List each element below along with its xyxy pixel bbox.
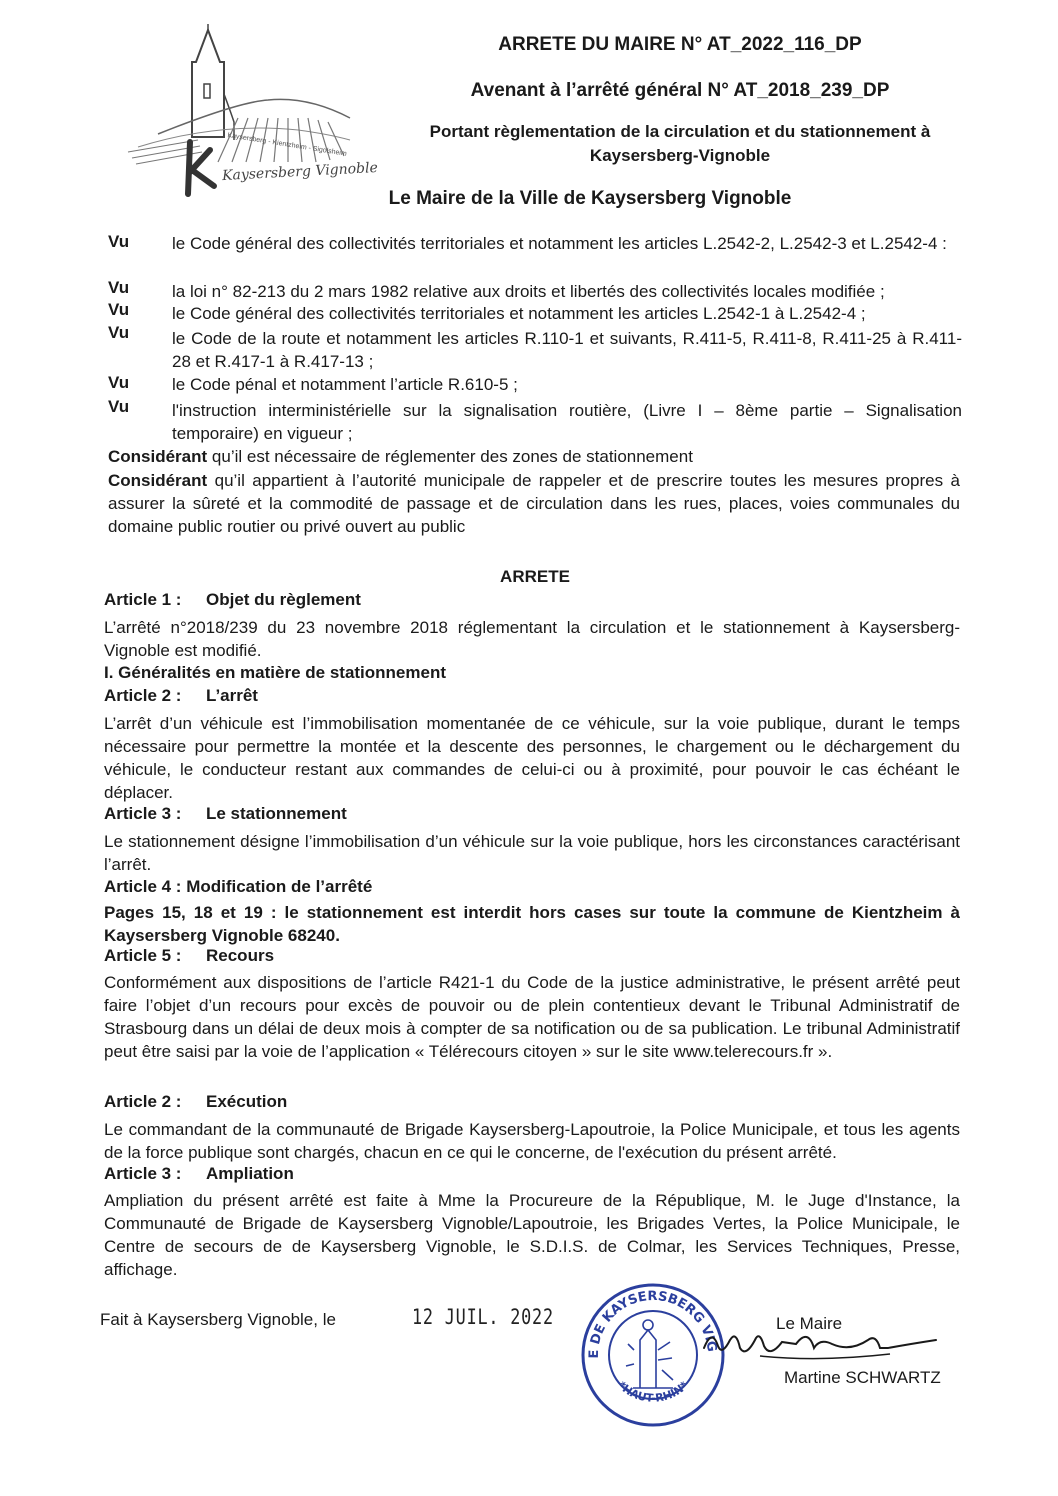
article-ampliation-heading: [104, 1164, 294, 1184]
article-number: Article 5 :: [104, 946, 182, 965]
article-4-heading: Article 4 : Modification de l’arrêté: [104, 877, 373, 896]
article-4-text: Pages 15, 18 et 19 : le stationnement est interdit hors cases sur toute la commune de Kientzheim à Kaysersberg Vignoble 68240.: [104, 903, 960, 945]
article-execution-text: Le commandant de la communauté de Brigade Kaysersberg-Lapoutroie, la Police Municipale, et tous les agents de la force publique sont chargés, chacun en ce qui le concerne, de l'exécution du présent arrêté.: [104, 1120, 960, 1162]
vu-text: le Code pénal et notamment l’article R.610-5 ;: [172, 375, 518, 394]
vu-label: Vu: [108, 232, 130, 251]
vu-text: le Code de la route et notamment les articles R.110-1 et suivants, R.411-5, R.411-8, R.411-25 à R.411-28 et R.417-1 à R.417-13 ;: [172, 329, 962, 371]
vu-label: Vu: [108, 397, 130, 416]
date-stamp: 12 JUIL. 2022: [412, 1305, 554, 1329]
article-3-heading: [104, 804, 347, 824]
vu-label: Vu: [108, 278, 130, 297]
mayor-line: Le Maire de la Ville de Kaysersberg Vignoble: [388, 188, 792, 209]
article-number: Article 3 :: [104, 804, 182, 823]
article-number: Article 2 :: [104, 686, 182, 705]
article-title: Le stationnement: [206, 804, 347, 823]
handwritten-signature: [700, 1318, 940, 1368]
vu-label: Vu: [108, 323, 130, 342]
article-execution-heading: [104, 1092, 287, 1112]
vu-text: le Code général des collectivités territoriales et notamment les articles L.2542-1 à L.2542-4 ;: [172, 304, 866, 323]
article-number: Article 3 :: [104, 1164, 182, 1183]
considerant-text: qu’il appartient à l’autorité municipale de rappeler et de prescrire toutes les mesures propres à assurer la sûreté et la commodité de passage et de circulation dans les rues, places, voies communales du domaine public routier ou privé ouvert au public: [108, 471, 960, 536]
signature-icon: [700, 1318, 940, 1368]
logo-name: Kaysersberg Vignoble: [221, 159, 379, 185]
article-number: Article 2 :: [104, 1092, 182, 1111]
considerant-1: [108, 445, 958, 468]
article-1-text: L’arrêté n°2018/239 du 23 novembre 2018 réglementant la circulation et le stationnement à Kaysersberg-Vignoble est modifié.: [104, 618, 960, 660]
article-title: Recours: [206, 946, 275, 965]
article-5-text: Conformément aux dispositions de l’article R421-1 du Code de la justice administrative, le présent arrêté peut faire l’objet d’un recours pour excès de pouvoir ou de plein contentieux devant le Tribunal Administratif de Strasbourg dans un délai de deux mois à compter de sa notification ou de sa publication. Le tribunal Administratif peut être saisi par la voie de l’application « Télérecours citoyen » sur le site www.telerecours.fr ».: [104, 973, 960, 1061]
article-3-text: Le stationnement désigne l’immobilisation d’un véhicule sur la voie publique, hors les circonstances caractérisant l’arrêt.: [104, 832, 960, 874]
article-title: Exécution: [206, 1092, 288, 1111]
decree-purpose-line2: Kaysersberg-Vignoble: [589, 146, 771, 165]
considerant-label: Considérant: [108, 447, 208, 466]
vu-label: Vu: [108, 373, 130, 392]
section-heading: I. Généralités en matière de stationnement: [104, 663, 447, 682]
article-2-heading: [104, 686, 258, 706]
vu-label: Vu: [108, 300, 130, 319]
arrete-heading: ARRETE: [500, 567, 570, 586]
article-title: Ampliation: [206, 1164, 294, 1183]
svg-text:*HAUT-RHIN*: [615, 1379, 690, 1405]
signer-role: Le Maire: [776, 1314, 843, 1333]
vu-text: l'instruction interministérielle sur la signalisation routière, (Livre I – 8ème partie – Signalisation temporaire) en vigueur ;: [172, 401, 962, 443]
vu-text: le Code général des collectivités territoriales et notamment les articles L.2542-2, L.2542-3 et L.2542-4 :: [172, 234, 947, 253]
considerant-2: [108, 469, 960, 538]
article-title: L’arrêt: [206, 686, 258, 705]
article-5-heading: [104, 946, 274, 966]
logo-tagline: Kaysersberg - Kientzheim - Sigolsheim: [226, 132, 348, 158]
vu-text: la loi n° 82-213 du 2 mars 1982 relative aux droits et libertés des collectivités locales modifiée ;: [172, 282, 885, 301]
article-1-heading: [104, 590, 361, 610]
article-ampliation-text: Ampliation du présent arrêté est faite à Mme la Procureure de la République, M. le Juge d'Instance, la Communauté de Brigade de Kaysersberg Vignoble/Lapoutroie, les Brigades Vertes, la Police Municipale, le Centre de secours de de Kaysersberg Vignoble, le S.D.I.S. de Colmar, les Services Techniques, Presse, affichage.: [104, 1191, 960, 1279]
article-2-text: L’arrêt d’un véhicule est l’immobilisation momentanée de ce véhicule, sur la voie publique, durant le temps nécessaire pour permettre la montée et la descente des personnes, le chargement ou le déchargement du véhicule, le conducteur restant aux commandes de celui-ci ou à proximité, pour pouvoir le cas échéant le déplacer.: [104, 714, 960, 802]
decree-purpose-line1: Portant règlementation de la circulation et du stationnement à: [429, 122, 931, 141]
decree-subtitle: Avenant à l’arrêté général N° AT_2018_239_DP: [470, 80, 890, 101]
article-title: Objet du règlement: [206, 590, 361, 609]
decree-title: ARRETE DU MAIRE N° AT_2022_116_DP: [498, 34, 862, 55]
seal-bottom-text: *HAUT-RHIN*: [615, 1378, 691, 1405]
considerant-text: qu’il est nécessaire de réglementer des zones de stationnement: [211, 447, 693, 466]
article-number: Article 1 :: [104, 590, 182, 609]
seal-top-text: E DE KAYSERSBERG VIG: [586, 1288, 720, 1359]
signature-place: Fait à Kaysersberg Vignoble, le: [100, 1310, 336, 1329]
signer-name: Martine SCHWARTZ: [784, 1368, 941, 1387]
considerant-label: Considérant: [108, 471, 208, 490]
